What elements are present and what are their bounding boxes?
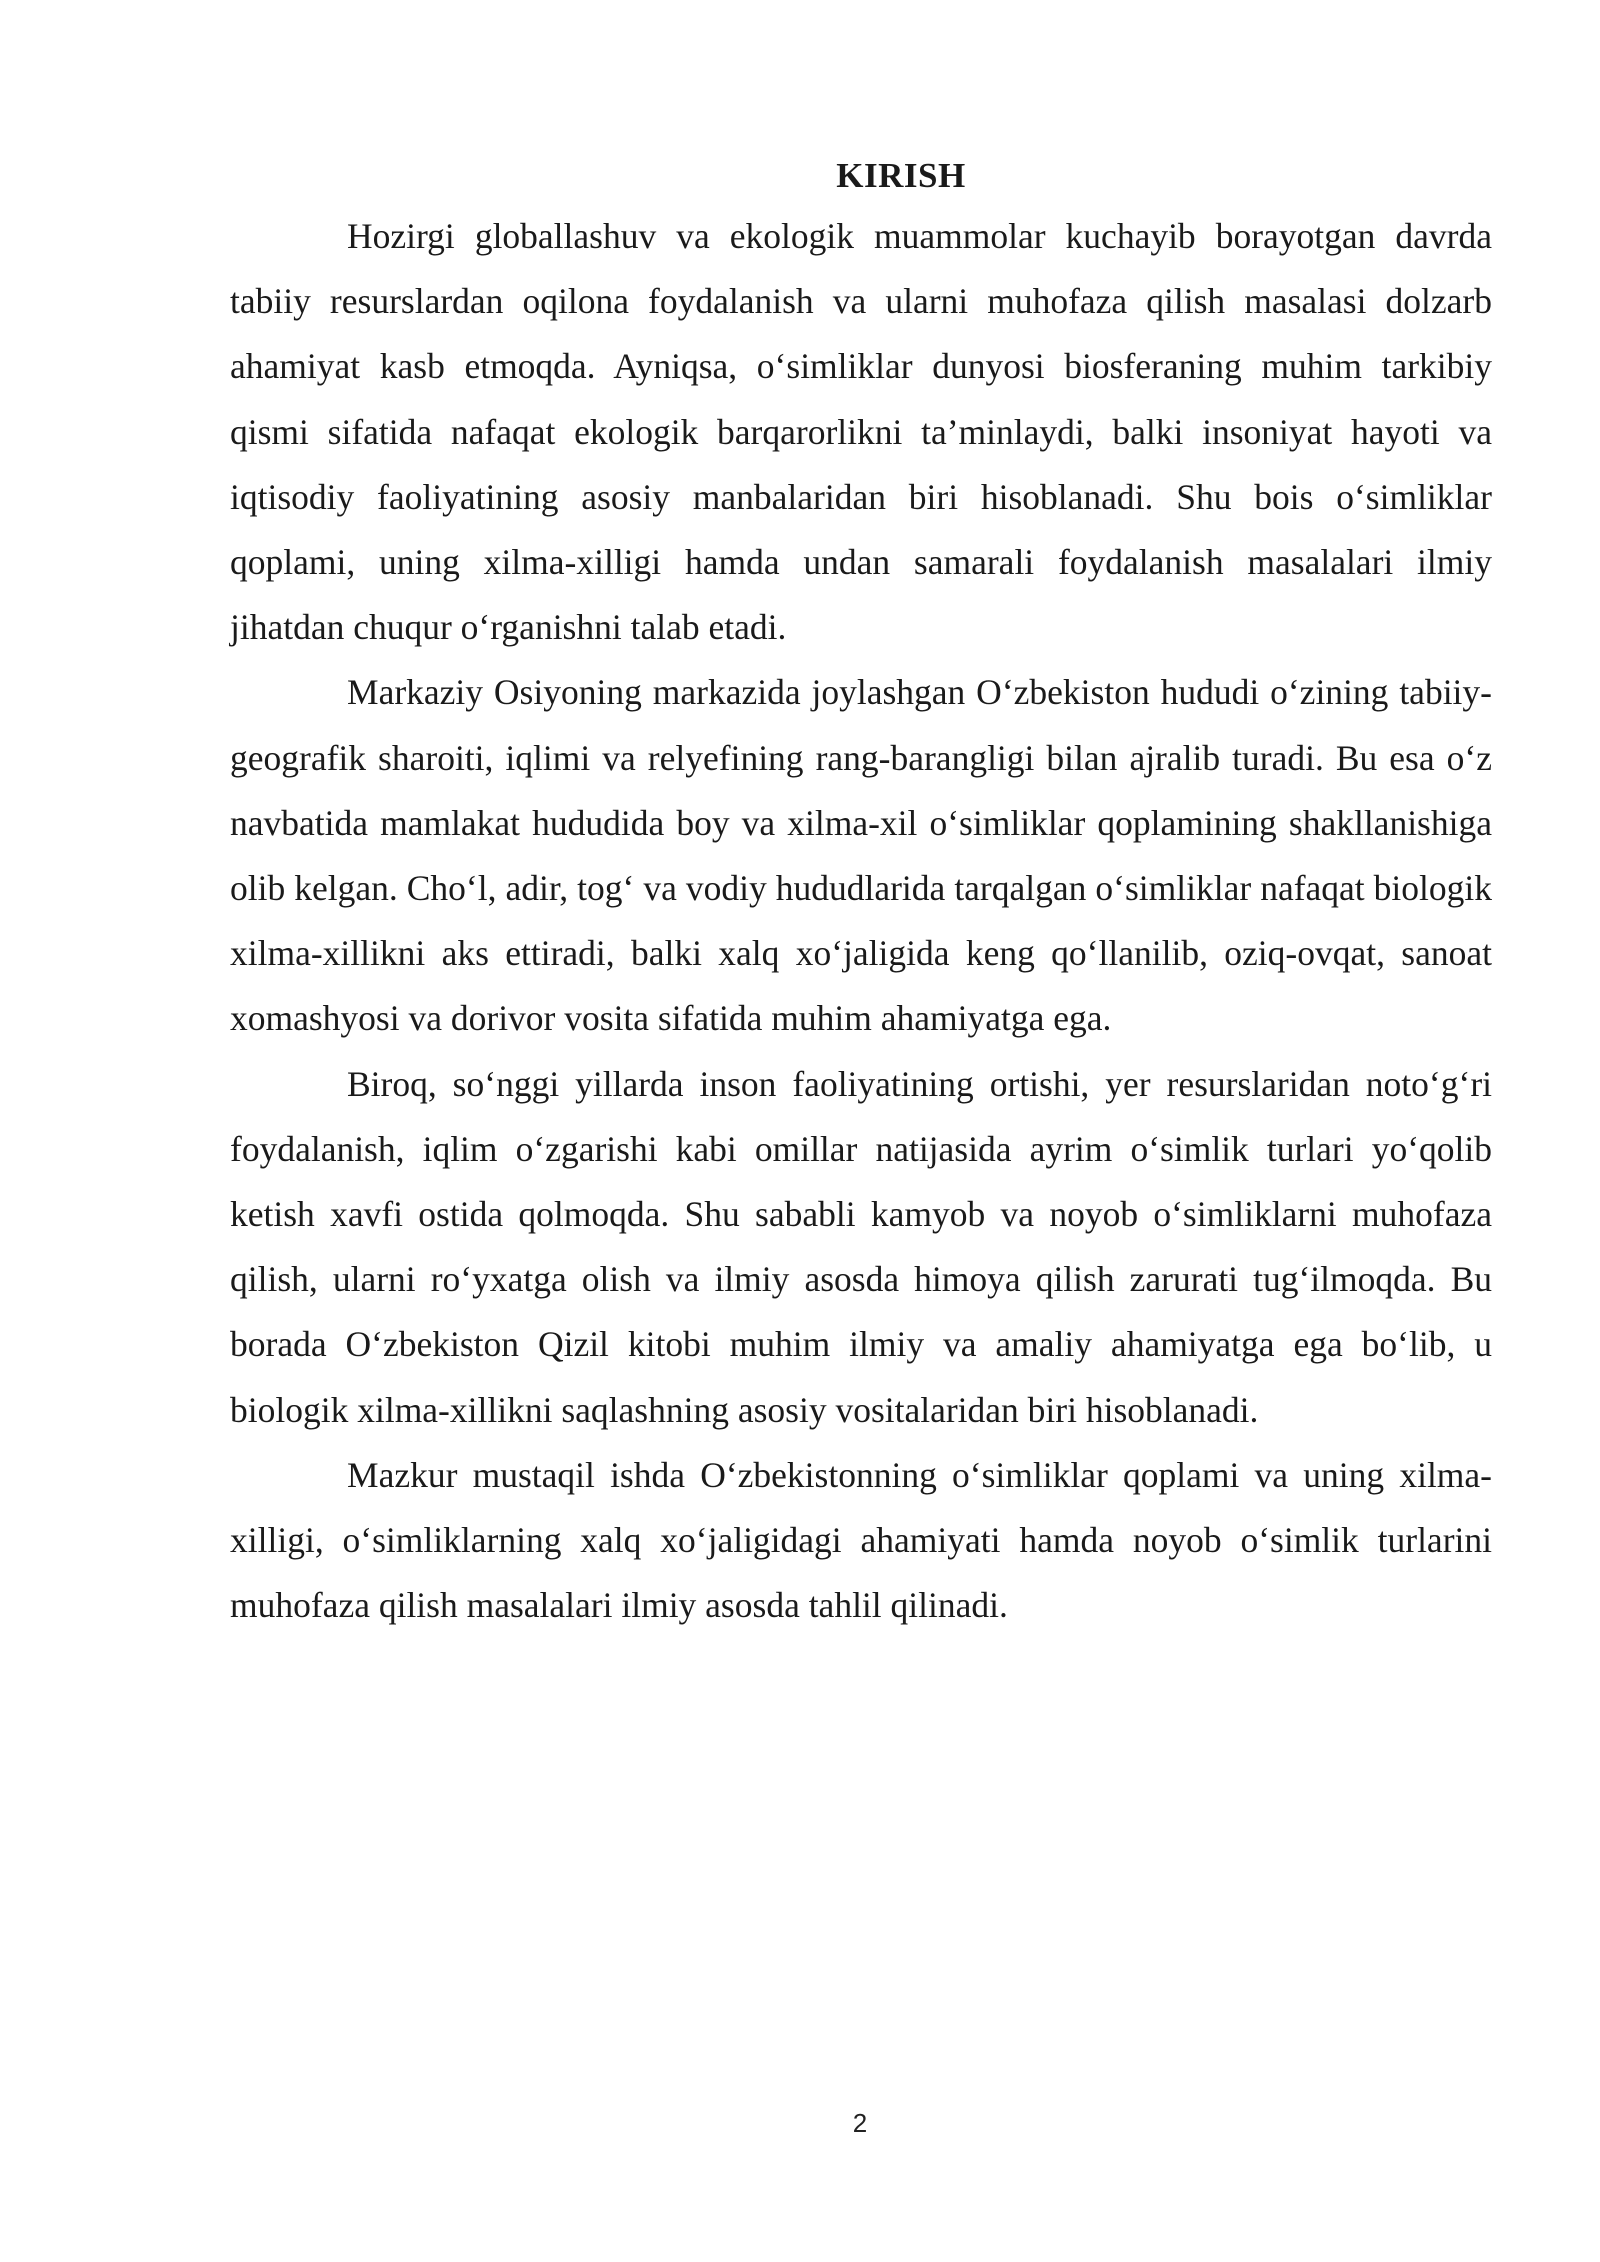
page-content (230, 148, 1492, 1638)
page-number: 2 (852, 2108, 868, 2138)
paragraph: Markaziy Osiyoning markazida joylashgan O‘zbekiston hududi o‘zining tabiiy-geografik sharoiti, iqlimi va relyefining rang-barangligi bilan ajralib turadi. Bu esa o‘z navbatida mamlakat hududida boy va xilma-xil o‘simliklar qoplamining shakllanishiga olib kelgan. Cho‘l, adir, tog‘ va vodiy hududlarida tarqalgan o‘simliklar nafaqat biologik xilma-xillikni aks ettiradi, balki xalq xo‘jaligida keng qo‘llanilib, oziq-ovqat, sanoat xomashyosi va dorivor vosita sifatida muhim ahamiyatga ega. (230, 672, 1492, 1039)
paragraph: Biroq, so‘nggi yillarda inson faoliyatining ortishi, yer resurslaridan noto‘g‘ri foydalanish, iqlim o‘zgarishi kabi omillar natijasida ayrim o‘simlik turlari yo‘qolib ketish xavfi ostida qolmoqda. Shu sababli kamyob va noyob o‘simliklarni muhofaza qilish, ularni ro‘yxatga olish va ilmiy asosda himoya qilish zarurati tug‘ilmoqda. Bu borada O‘zbekiston Qizil kitobi muhim ilmiy va amaliy ahamiyatga ega bo‘lib, u biologik xilma-xillikni saqlashning asosiy vositalaridan biri hisoblanadi. (230, 1063, 1492, 1430)
section-title: KIRISH (836, 156, 966, 195)
paragraph: Hozirgi globallashuv va ekologik muammolar kuchayib borayotgan davrda tabiiy resurslardan oqilona foydalanish va ularni muhofaza qilish masalasi dolzarb ahamiyat kasb etmoqda. Ayniqsa, o‘simliklar dunyosi biosferaning muhim tarkibiy qismi sifatida nafaqat ekologik barqarorlikni ta’minlaydi, balki insoniyat hayoti va iqtisodiy faoliyatining asosiy manbalaridan biri hisoblanadi. Shu bois o‘simliklar qoplami, uning xilma-xilligi hamda undan samarali foydalanish masalalari ilmiy jihatdan chuqur o‘rganishni talab etadi. (230, 216, 1492, 648)
paragraph: Mazkur mustaqil ishda O‘zbekistonning o‘simliklar qoplami va uning xilma-xilligi, o‘simliklarning xalq xo‘jaligidagi ahamiyati hamda noyob o‘simlik turlarini muhofaza qilish masalalari ilmiy asosda tahlil qilinadi. (230, 1454, 1492, 1626)
